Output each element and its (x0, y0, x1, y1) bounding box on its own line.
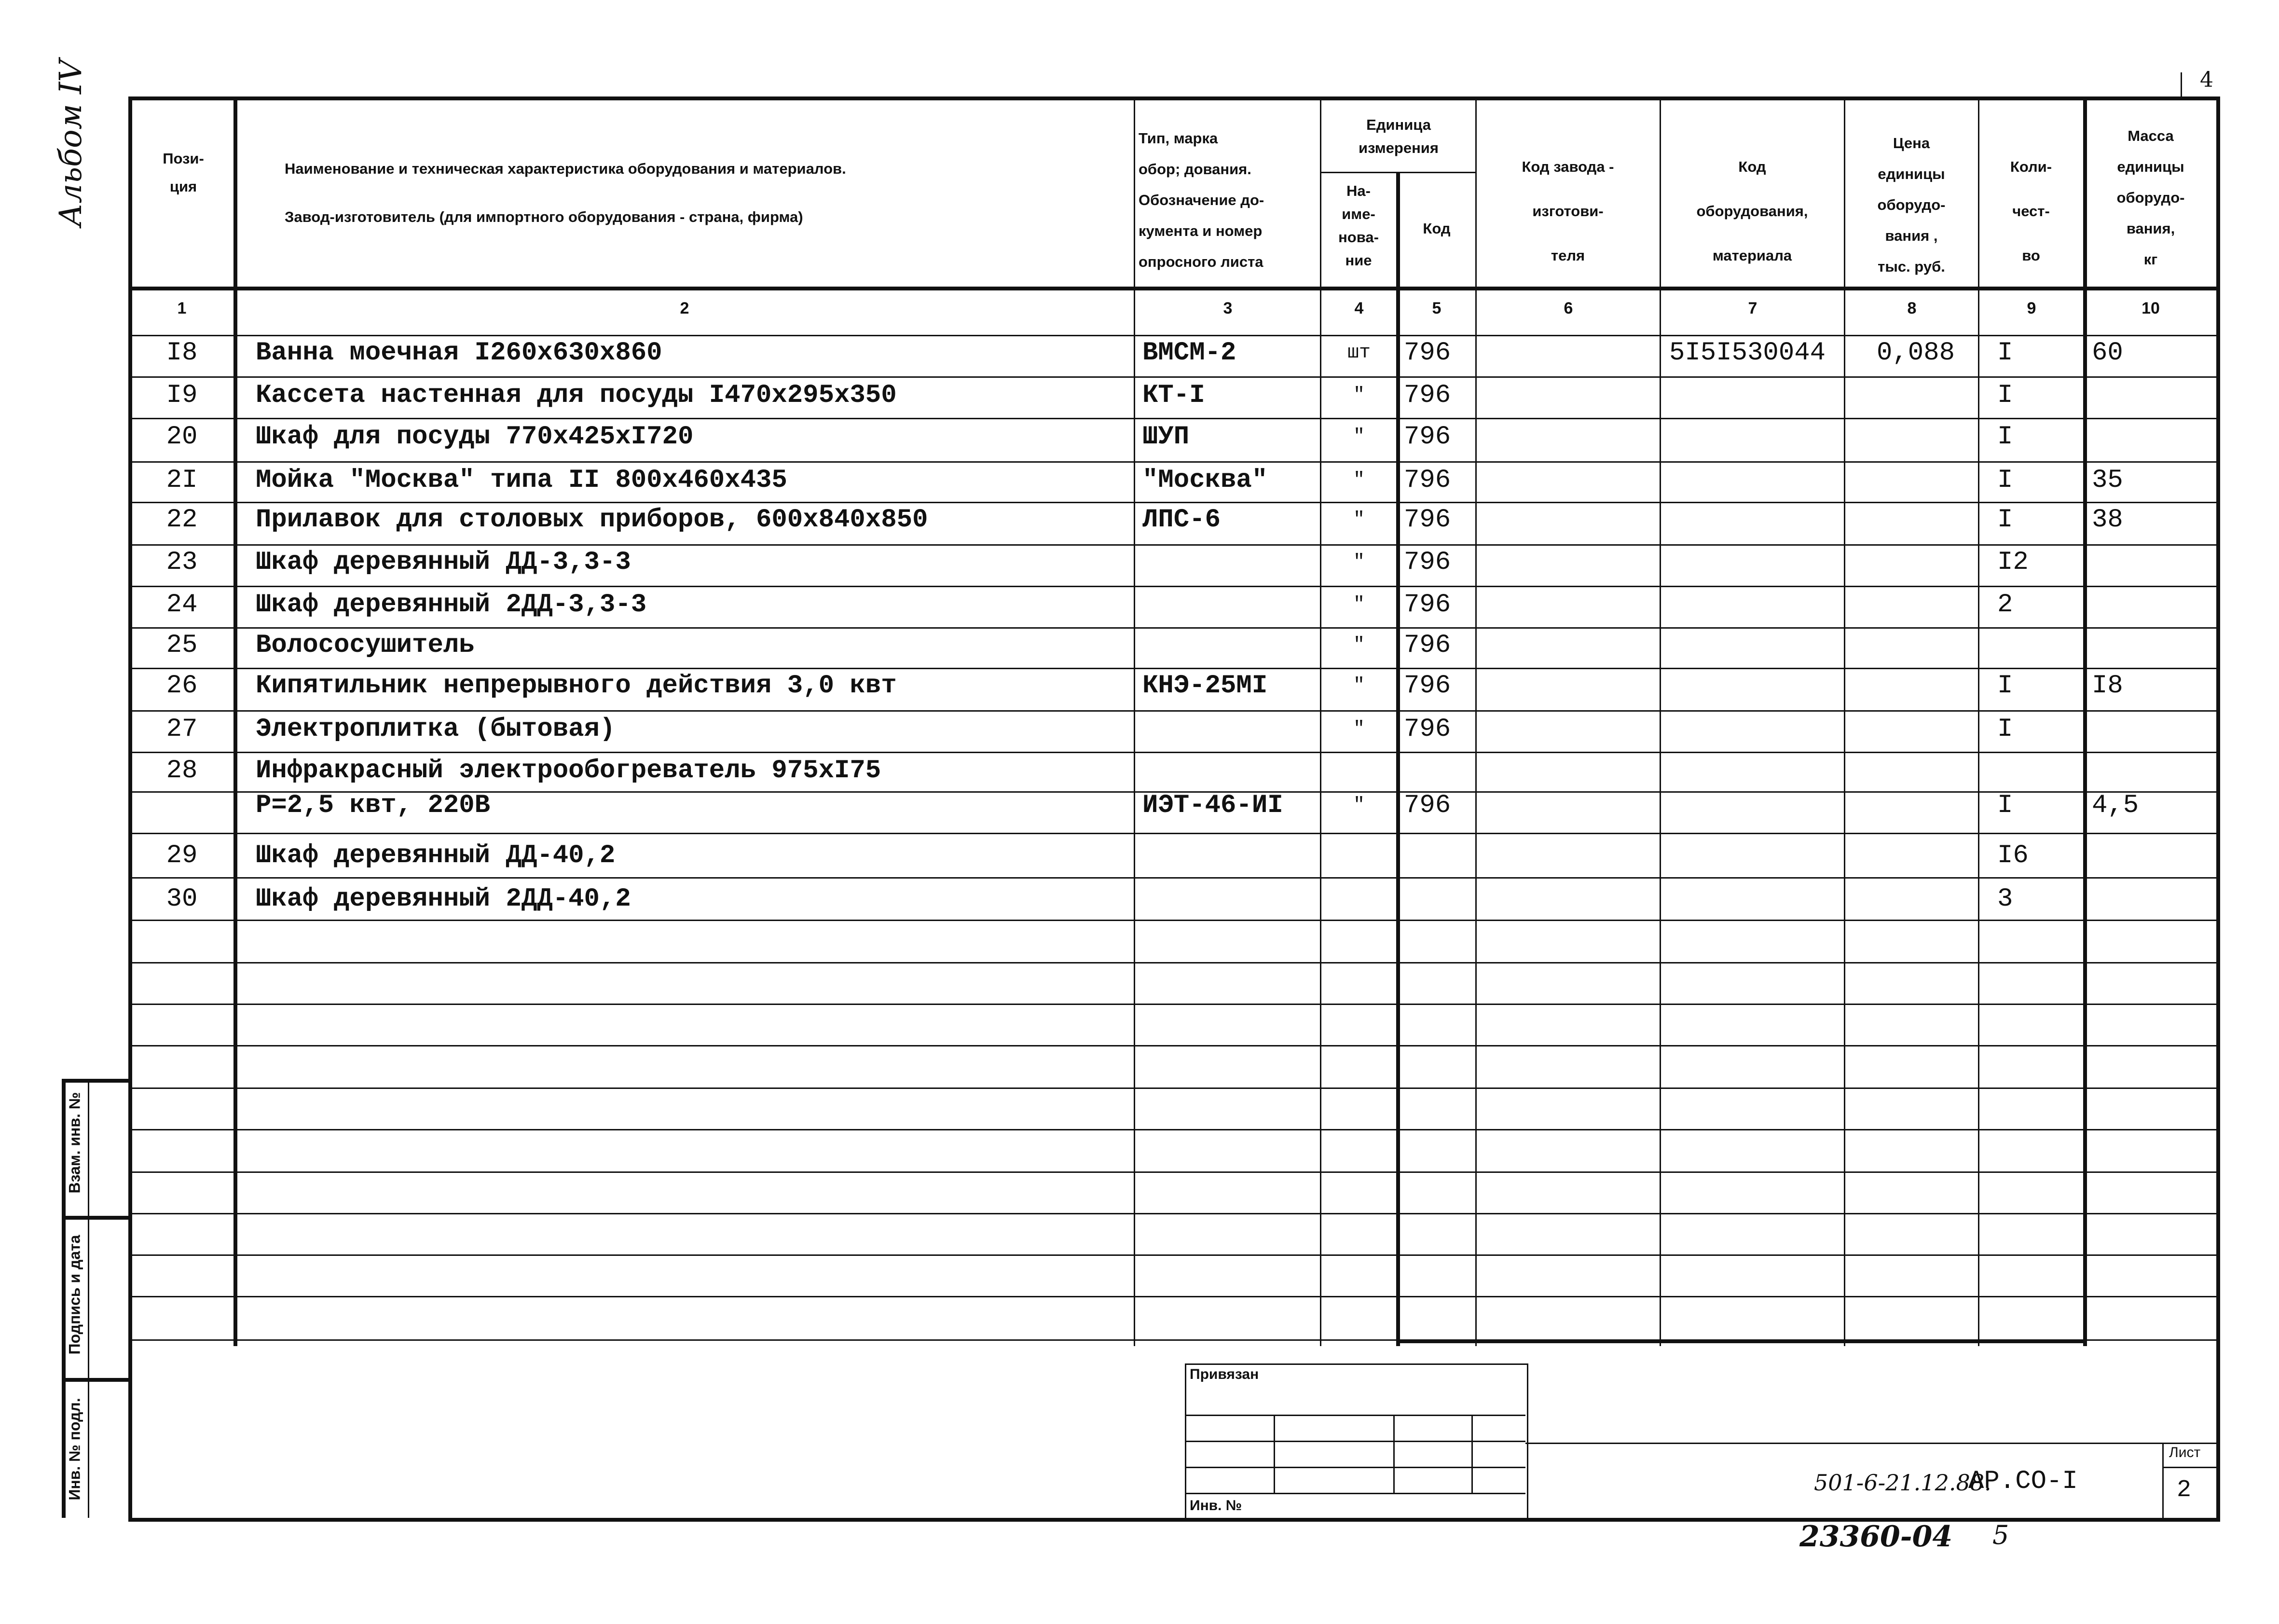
hdr-unit-code: Код (1423, 220, 1451, 237)
cell-code: 796 (1404, 505, 1451, 535)
cell-name: Волососушитель (256, 631, 475, 660)
cell-name: Прилавок для столовых приборов, 600x840x850 (256, 505, 928, 535)
colnum-2: 2 (680, 299, 689, 317)
list-box-line (2162, 1467, 2216, 1468)
hdr-factory-code: Код завода - изготови- теля (1522, 158, 1614, 264)
cell-qty: I (1997, 671, 2013, 701)
row-separator (128, 586, 2218, 587)
row-separator (128, 1087, 2218, 1089)
row-separator (128, 962, 2218, 963)
header-bottom-line (128, 287, 2218, 290)
row-separator (128, 668, 2218, 669)
title-line-3 (1185, 1467, 1525, 1468)
frame-top-line (130, 96, 2218, 100)
list-number: 2 (2177, 1476, 2192, 1504)
cell-code: 796 (1404, 791, 1451, 820)
colnum-5: 5 (1432, 299, 1442, 317)
cell-pos: I8 (166, 338, 198, 368)
col-sep-6 (1660, 96, 1661, 1346)
list-label: Лист (2169, 1445, 2201, 1460)
cell-name: Ванна моечная I260x630x860 (256, 338, 662, 368)
col-sep-4 (1396, 172, 1400, 1346)
cell-unit: " (1353, 594, 1365, 616)
colnum-4: 4 (1354, 299, 1364, 317)
cell-name: Мойка "Москва" типа II 800x460x435 (256, 466, 787, 495)
side-stamp-inner (88, 1079, 89, 1518)
cell-name: Шкаф деревянный 2ДД-40,2 (256, 884, 631, 914)
cell-type: ВМСМ-2 (1142, 338, 1236, 368)
cell-type: ШУП (1142, 422, 1190, 452)
cell-type: КТ-I (1142, 381, 1205, 410)
row-separator (128, 1339, 2218, 1341)
cell-type: "Москва" (1142, 466, 1268, 495)
cell-unit: " (1353, 675, 1365, 697)
row-separator (128, 1004, 2218, 1005)
cell-pos: 23 (166, 548, 198, 577)
cell-pos: 25 (166, 631, 198, 660)
cell-unit: " (1353, 509, 1365, 531)
corner-tick (2181, 72, 2182, 99)
cell-qty: I2 (1997, 548, 2029, 577)
stamp-podpis-data: Подпись и дата (66, 1235, 83, 1355)
title-vsep-3 (1471, 1415, 1473, 1493)
row-separator (128, 502, 2218, 503)
col-sep-1 (233, 96, 237, 1346)
cell-code: 796 (1404, 631, 1451, 660)
stamp-vzam-inv: Взам. инв. № (66, 1092, 83, 1194)
cell-name: Шкаф деревянный 2ДД-3,3-3 (256, 590, 647, 619)
cell-name: Шкаф для посуды 770x425xI720 (256, 422, 694, 452)
cell-unit: " (1353, 795, 1365, 816)
cell-pos: I9 (166, 381, 198, 410)
colnum-10: 10 (2142, 299, 2160, 317)
cell-unit: " (1353, 718, 1365, 740)
cell-name: Шкаф деревянный ДД-3,3-3 (256, 548, 631, 577)
title-line-1 (1185, 1415, 1525, 1416)
handwritten-suffix: 5 (1992, 1520, 2009, 1550)
cell-equip-code: 5I5I530044 (1669, 338, 1826, 368)
cell-pos: 26 (166, 671, 198, 701)
colnum-bottom-line (128, 335, 2218, 336)
col-sep-9 (2083, 96, 2087, 1346)
cell-qty: I (1997, 715, 2013, 744)
col-sep-7 (1844, 96, 1845, 1346)
cell-code: 796 (1404, 671, 1451, 701)
hdr-quantity: Коли- чест- во (2010, 158, 2052, 264)
colnum-9: 9 (2027, 299, 2036, 317)
colnum-6: 6 (1564, 299, 1573, 317)
cell-qty: 2 (1997, 590, 2013, 619)
hdr-price: Цена единицы оборудо- вания , тыс. руб. (1877, 135, 1946, 275)
row-separator (128, 627, 2218, 629)
cell-name: Электроплитка (бытовая) (256, 715, 616, 744)
cell-code: 796 (1404, 338, 1451, 368)
cell-code: 796 (1404, 381, 1451, 410)
col-sep-2 (1134, 96, 1135, 1346)
hdr-equip-code: Код оборудования, материала (1696, 158, 1808, 264)
cell-unit: " (1353, 426, 1365, 448)
cell-qty: I (1997, 505, 2013, 535)
cell-name: Шкаф деревянный ДД-40,2 (256, 841, 616, 870)
hdr-name: Наименование и техническая характеристика оборудования и материалов. Завод-изготовитель (для импортного оборудования - страна, фирма) (285, 160, 846, 225)
colnum-3: 3 (1223, 299, 1233, 317)
title-line-2 (1185, 1441, 1525, 1442)
cell-type: КНЭ-25МI (1142, 671, 1268, 701)
cell-name: Кассета настенная для посуды I470x295x350 (256, 381, 897, 410)
row-separator (128, 544, 2218, 546)
colnum-1: 1 (177, 299, 187, 317)
cell-code: 796 (1404, 590, 1451, 619)
hdr-position: Пози- ция (163, 150, 204, 195)
row-separator (128, 877, 2218, 879)
colnum-8: 8 (1907, 299, 1917, 317)
cell-type: ИЭТ-46-ИI (1142, 791, 1283, 820)
stamp-inv-podl: Инв. № подл. (66, 1398, 83, 1500)
cell-pos: 30 (166, 884, 198, 914)
cell-pos: 28 (166, 756, 198, 785)
hdr-mass: Масса единицы оборудо- вания, кг (2116, 127, 2185, 268)
cell-price: 0,088 (1877, 338, 1955, 368)
frame-right-line (2216, 96, 2220, 1520)
cell-code: 796 (1404, 466, 1451, 495)
cell-unit: " (1353, 551, 1365, 573)
cell-type: ЛПС-6 (1142, 505, 1221, 535)
row-separator (128, 752, 2218, 753)
album-label: Альбом IV (53, 59, 89, 227)
page-corner-number: 4 (2200, 68, 2213, 92)
side-stamp-sep2 (62, 1378, 129, 1382)
cell-pos: 29 (166, 841, 198, 870)
cell-pos: 22 (166, 505, 198, 535)
title-vsep-1 (1274, 1415, 1275, 1493)
cell-qty: I (1997, 466, 2013, 495)
cell-unit: " (1353, 385, 1365, 406)
cell-code: 796 (1404, 422, 1451, 452)
col-sep-8 (1978, 96, 1979, 1346)
handwritten-number: 23360-04 (1799, 1520, 1953, 1554)
cell-qty: I (1997, 791, 2013, 820)
cell-qty: I6 (1997, 841, 2029, 870)
row-separator (128, 1213, 2218, 1214)
inv-no-label: Инв. № (1190, 1498, 1242, 1514)
row-separator (128, 1254, 2218, 1256)
colnum-7: 7 (1748, 299, 1757, 317)
cell-qty: 3 (1997, 884, 2013, 914)
hdr-unit-group: Единица измерения (1359, 116, 1439, 156)
privyazan-label: Привязан (1190, 1366, 1259, 1382)
row-separator (128, 1045, 2218, 1046)
cell-code: 796 (1404, 715, 1451, 744)
cell-unit: " (1353, 469, 1365, 491)
cell-name: Инфракрасный электрообогреватель 975xI75 (256, 756, 881, 785)
cell-qty: I (1997, 422, 2013, 452)
row-separator (128, 920, 2218, 921)
row-separator (128, 461, 2218, 463)
side-stamp-outer (62, 1079, 66, 1518)
row-separator (128, 418, 2218, 419)
cell-qty: I (1997, 381, 2013, 410)
side-stamp-sep1 (62, 1216, 129, 1220)
cell-mass: 4,5 (2092, 791, 2139, 820)
hdr-unit-name: На- име- нова- ние (1338, 182, 1379, 269)
title-vsep-2 (1393, 1415, 1395, 1493)
row-separator (128, 1171, 2218, 1173)
title-main-line (1525, 1443, 2218, 1444)
cell-unit: " (1353, 634, 1365, 656)
cell-code: 796 (1404, 548, 1451, 577)
col-sep-3 (1320, 96, 1321, 1346)
cell-mass: 35 (2092, 466, 2123, 495)
cell-name: Кипятильник непрерывного действия 3,0 квт (256, 671, 897, 701)
row-separator (128, 833, 2218, 834)
cell-unit: шт (1347, 342, 1371, 364)
cell-pos: 27 (166, 715, 198, 744)
cell-name: P=2,5 квт, 220В (256, 791, 491, 820)
doc-code: 501-6-21.12.88. (1814, 1470, 1991, 1496)
cell-mass: 60 (2092, 338, 2123, 368)
row-separator (128, 1129, 2218, 1130)
cell-qty: I (1997, 338, 2013, 368)
row-separator (128, 376, 2218, 378)
sheet-code: АР.СО-I (1968, 1467, 2078, 1496)
cell-pos: 2I (166, 466, 198, 495)
title-line-4 (1185, 1493, 1525, 1494)
cell-pos: 20 (166, 422, 198, 452)
row-separator (128, 1296, 2218, 1297)
hdr-type: Тип, марка обор; дования. Обозначение до- кумента и номер опросного листа (1139, 130, 1264, 270)
cell-pos: 24 (166, 590, 198, 619)
cell-mass: 38 (2092, 505, 2123, 535)
cell-mass: I8 (2092, 671, 2123, 701)
row-separator (128, 710, 2218, 712)
